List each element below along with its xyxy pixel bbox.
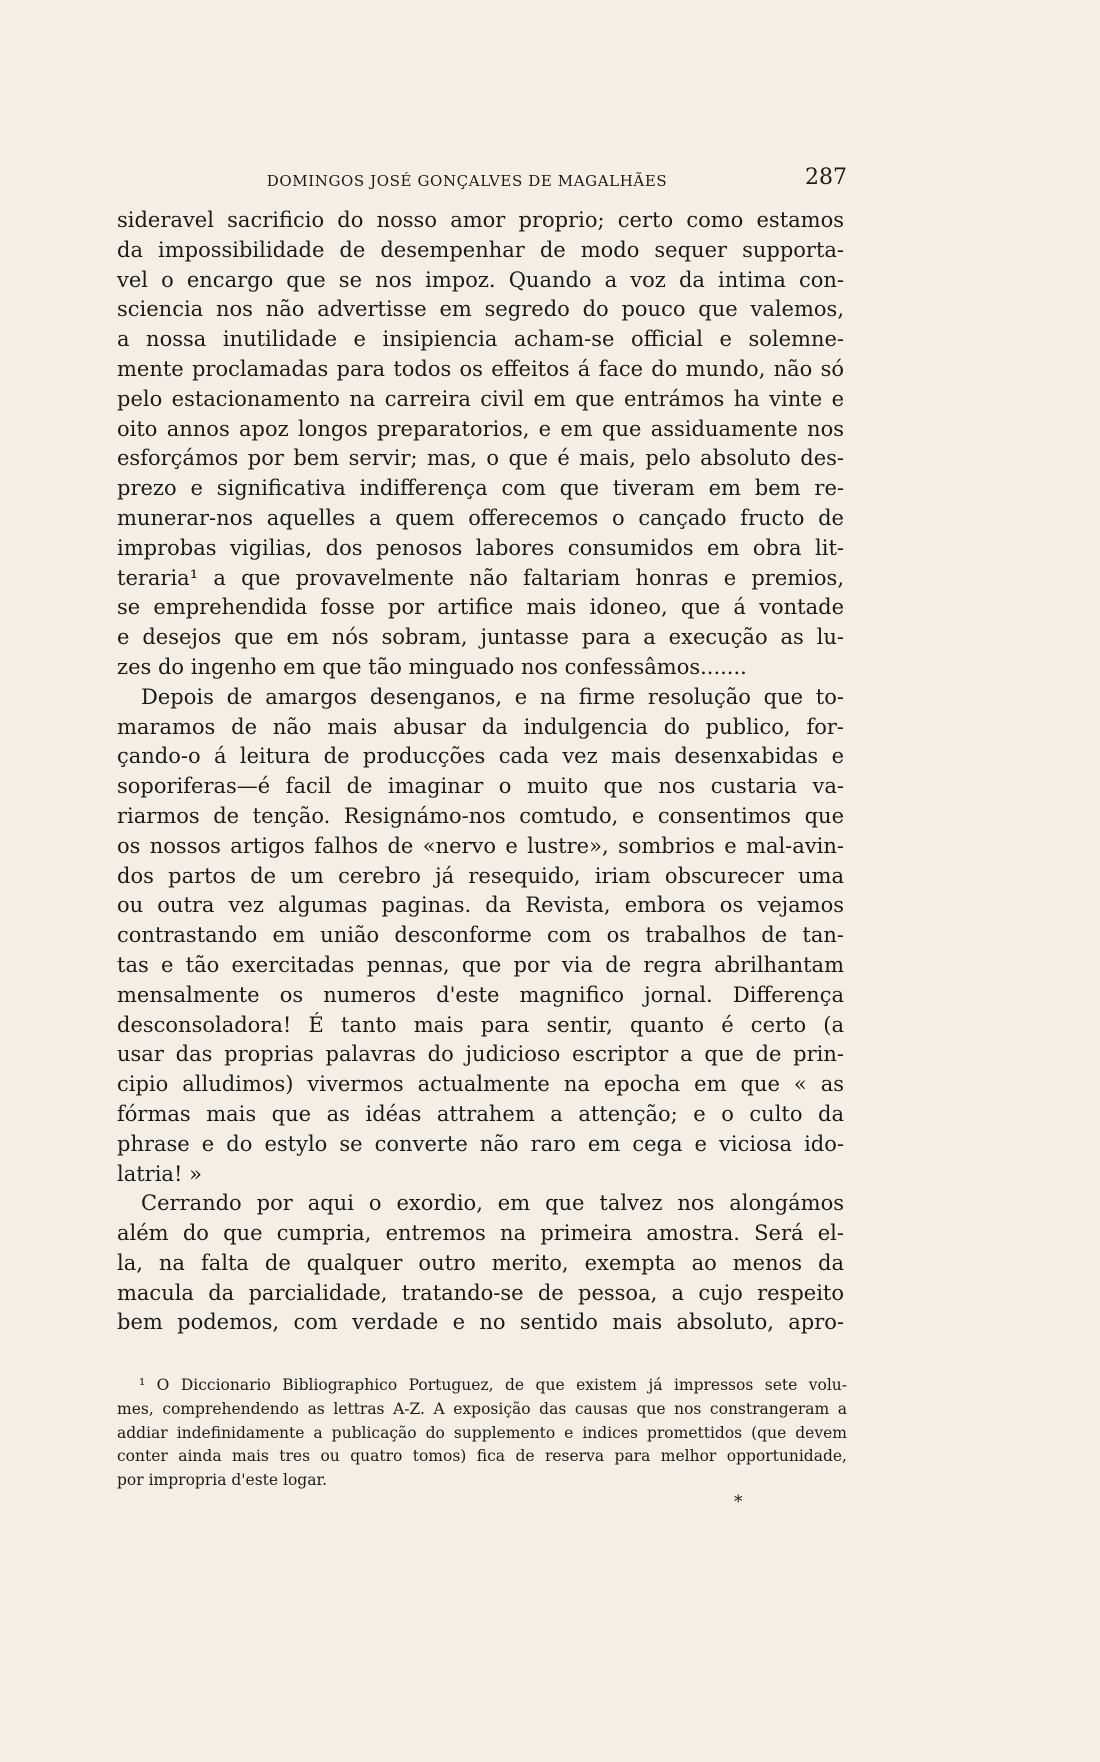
body-text bbox=[117, 206, 844, 1338]
body-line: zes do ingenho em que tão minguado nos confessâmos....... bbox=[117, 654, 747, 679]
body-line: mente proclamadas para todos os effeitos á face do mundo, não só bbox=[117, 356, 844, 381]
body-line: e desejos que em nós sobram, juntasse para a execução as lu- bbox=[117, 625, 844, 650]
body-line: vel o encargo que se nos impoz. Quando a voz da intima con- bbox=[117, 267, 844, 292]
body-line: dos partos de um cerebro já resequido, iriam obscurecer uma bbox=[117, 863, 844, 888]
body-line: pelo estacionamento na carreira civil em que entrámos ha vinte e bbox=[117, 386, 844, 411]
body-line: a nossa inutilidade e insipiencia acham-se official e solemne- bbox=[117, 327, 844, 352]
footnote-line: addiar indefinidamente a publicação do supplemento e indices promettidos (que devem bbox=[117, 1423, 847, 1442]
footnote-line: por impropria d'este logar. bbox=[117, 1471, 328, 1490]
body-line: ou outra vez algumas paginas. da Revista, embora os vejamos bbox=[117, 893, 844, 918]
body-line: Cerrando por aqui o exordio, em que talvez nos alongámos bbox=[141, 1191, 844, 1216]
body-line: mensalmente os numeros d'este magnifico jornal. Differença bbox=[117, 982, 844, 1007]
body-line: phrase e do estylo se converte não raro em cega e viciosa ido- bbox=[117, 1131, 844, 1156]
footnote-line: conter ainda mais tres ou quatro tomos) fica de reserva para melhor opportunidade, bbox=[117, 1447, 847, 1466]
body-line: munerar-nos aquelles a quem offerecemos o cançado fructo de bbox=[117, 505, 844, 530]
footnote-line: mes, comprehendendo as lettras A-Z. A exposição das causas que nos constrangeram a bbox=[117, 1399, 847, 1418]
body-line: contrastando em união desconforme com os trabalhos de tan- bbox=[117, 923, 844, 948]
body-line: improbas vigilias, dos penosos labores consumidos em obra lit- bbox=[117, 535, 844, 560]
body-line: tas e tão exercitadas pennas, que por via de regra abrilhantam bbox=[117, 952, 844, 977]
footnote-line: ¹ O Diccionario Bibliographico Portuguez, de que existem já impressos sete volu- bbox=[139, 1376, 847, 1394]
body-line: usar das proprias palavras do judicioso escriptor a que de prin- bbox=[117, 1042, 844, 1067]
body-line: se emprehendida fosse por artifice mais idoneo, que á vontade bbox=[117, 595, 844, 620]
body-line: çando-o á leitura de producções cada vez mais desenxabidas e bbox=[117, 744, 844, 769]
body-line: macula da parcialidade, tratando-se de pessoa, a cujo respeito bbox=[117, 1280, 844, 1305]
body-line: maramos de não mais abusar da indulgencia do publico, for- bbox=[117, 714, 844, 739]
body-line: teraria¹ a que provavelmente não faltariam honras e premios, bbox=[117, 565, 844, 590]
body-line: esforçámos por bem servir; mas, o que é mais, pelo absoluto des- bbox=[117, 446, 844, 471]
body-line: soporiferas—é facil de imaginar o muito que nos custaria va- bbox=[117, 774, 844, 799]
body-line: desconsoladora! É tanto mais para sentir, quanto é certo (a bbox=[117, 1012, 844, 1037]
body-line: Depois de amargos desenganos, e na firme resolução que to- bbox=[141, 684, 844, 709]
body-line: riarmos de tenção. Resignámo-nos comtudo, e consentimos que bbox=[117, 803, 844, 828]
body-line: sciencia nos não advertisse em segredo do pouco que valemos, bbox=[117, 297, 844, 322]
body-line: prezo e significativa indifferença com que tiveram em bem re- bbox=[117, 476, 844, 501]
body-line: la, na falta de qualquer outro merito, exempta ao menos da bbox=[117, 1250, 844, 1275]
body-line: sideravel sacrificio do nosso amor proprio; certo como estamos bbox=[117, 208, 844, 232]
page-number: 287 bbox=[805, 165, 847, 190]
body-line: fórmas mais que as idéas attrahem a attenção; e o culto da bbox=[117, 1101, 844, 1126]
running-head: DOMINGOS JOSÉ GONÇALVES DE MAGALHÃES bbox=[266, 172, 668, 190]
signature-mark: * bbox=[734, 1492, 743, 1512]
page-header bbox=[117, 160, 847, 190]
footnotes bbox=[117, 1374, 847, 1493]
body-line: oito annos apoz longos preparatorios, e em que assiduamente nos bbox=[117, 416, 844, 441]
body-line: além do que cumpria, entremos na primeira amostra. Será el- bbox=[117, 1221, 844, 1246]
body-line: da impossibilidade de desempenhar de modo sequer supporta- bbox=[117, 237, 844, 262]
body-line: cipio alludimos) vivermos actualmente na epocha em que « as bbox=[117, 1072, 844, 1097]
body-line: latria! » bbox=[117, 1161, 202, 1186]
body-line: bem podemos, com verdade e no sentido mais absoluto, apro- bbox=[117, 1310, 844, 1335]
body-line: os nossos artigos falhos de «nervo e lustre», sombrios e mal-avin- bbox=[117, 833, 844, 858]
